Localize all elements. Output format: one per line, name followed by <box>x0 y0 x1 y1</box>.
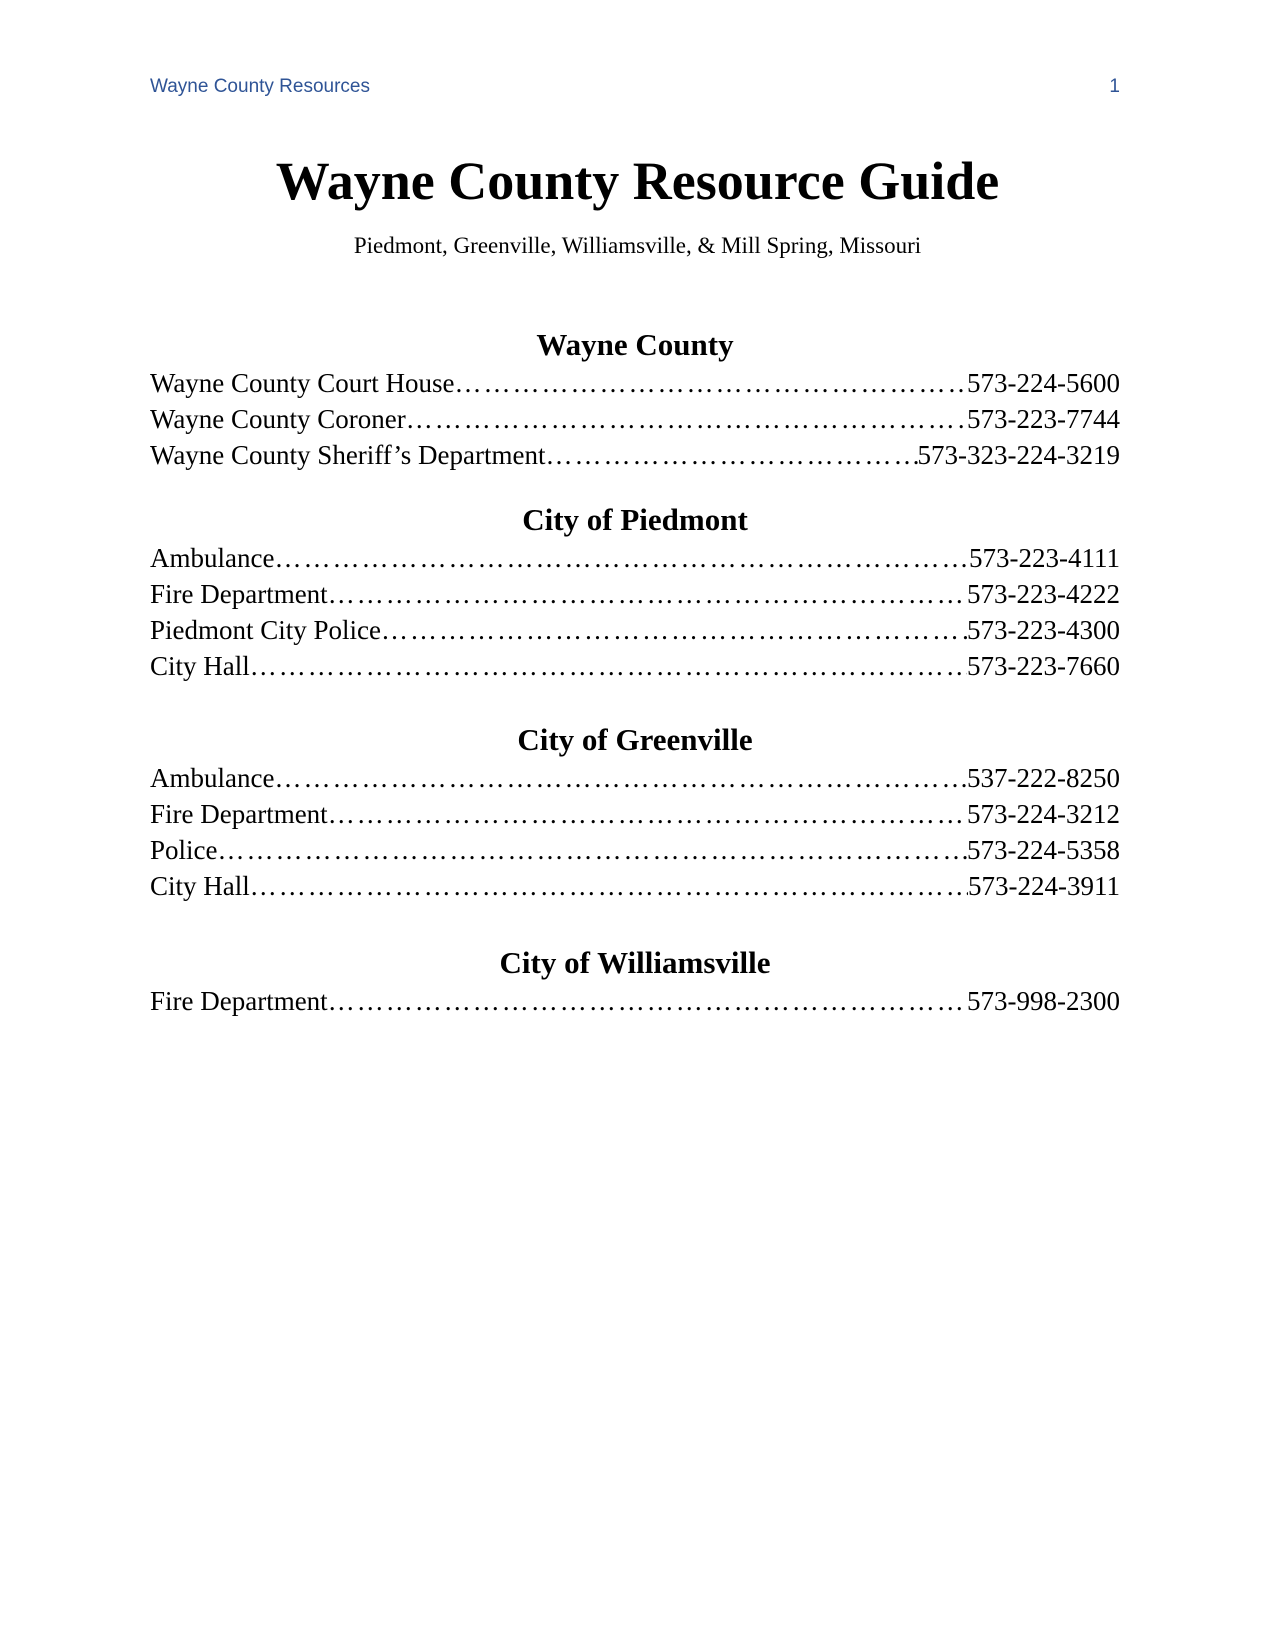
entry-phone: 573-223-4222 <box>967 579 1120 609</box>
directory-entry <box>150 796 1120 832</box>
entry-name: Piedmont City Police <box>150 615 382 645</box>
entry-phone: 573-323-224-3219 <box>917 440 1120 470</box>
section-wayne-county <box>150 325 1120 473</box>
dot-leader <box>328 576 967 612</box>
directory-entry <box>150 612 1120 648</box>
section-city-of-williamsville <box>150 943 1120 1019</box>
section-city-of-greenville <box>150 720 1120 904</box>
dot-leader <box>218 832 968 868</box>
page-number: 1 <box>1109 76 1120 97</box>
directory-entry <box>150 365 1120 401</box>
directory-entry <box>150 832 1120 868</box>
entry-name: Fire Department <box>150 799 328 829</box>
directory-entry <box>150 401 1120 437</box>
entry-name: Wayne County Coroner <box>150 404 406 434</box>
dot-leader <box>328 796 967 832</box>
page-subtitle: Piedmont, Greenville, Williamsville, & Mill Spring, Missouri <box>353 233 922 258</box>
dot-leader <box>455 365 967 401</box>
entry-name: Police <box>150 835 218 865</box>
dot-leader <box>406 401 967 437</box>
entry-name: Ambulance <box>150 763 275 793</box>
page-title: Wayne County Resource Guide <box>275 151 1000 211</box>
entry-name: Wayne County Sheriff’s Department <box>150 440 546 470</box>
directory-entry <box>150 983 1120 1019</box>
section-heading: City of Piedmont <box>522 502 748 537</box>
entry-phone: 573-223-4300 <box>967 615 1120 645</box>
entry-phone: 573-224-5358 <box>967 835 1120 865</box>
directory-entry <box>150 437 1120 473</box>
section-heading: Wayne County <box>536 327 734 362</box>
entry-name: City Hall <box>150 651 250 681</box>
entry-name: Fire Department <box>150 579 328 609</box>
section-heading: City of Williamsville <box>499 945 771 980</box>
entry-phone: 573-998-2300 <box>967 986 1120 1016</box>
entry-phone: 573-223-7660 <box>967 651 1120 681</box>
entry-phone: 573-223-4111 <box>969 543 1120 573</box>
directory-entry <box>150 648 1120 684</box>
entry-name: City Hall <box>150 871 250 901</box>
dot-leader <box>328 983 967 1019</box>
entry-phone: 573-224-5600 <box>967 368 1120 398</box>
section-heading: City of Greenville <box>517 722 753 757</box>
dot-leader <box>250 868 968 904</box>
entry-name: Fire Department <box>150 986 328 1016</box>
entry-phone: 537-222-8250 <box>967 763 1120 793</box>
running-header-title: Wayne County Resources <box>150 76 371 97</box>
directory-entry <box>150 576 1120 612</box>
entry-name: Wayne County Court House <box>150 368 455 398</box>
entry-phone: 573-223-7744 <box>967 404 1120 434</box>
directory-entry <box>150 760 1120 796</box>
entry-phone: 573-224-3911 <box>968 871 1120 901</box>
entry-phone: 573-224-3212 <box>967 799 1120 829</box>
dot-leader <box>274 760 967 796</box>
directory-entry <box>150 540 1120 576</box>
directory-entry <box>150 868 1120 904</box>
dot-leader <box>274 540 969 576</box>
entry-name: Ambulance <box>150 543 275 573</box>
section-city-of-piedmont <box>150 500 1120 684</box>
dot-leader <box>381 612 967 648</box>
dot-leader <box>545 437 917 473</box>
dot-leader <box>250 648 967 684</box>
